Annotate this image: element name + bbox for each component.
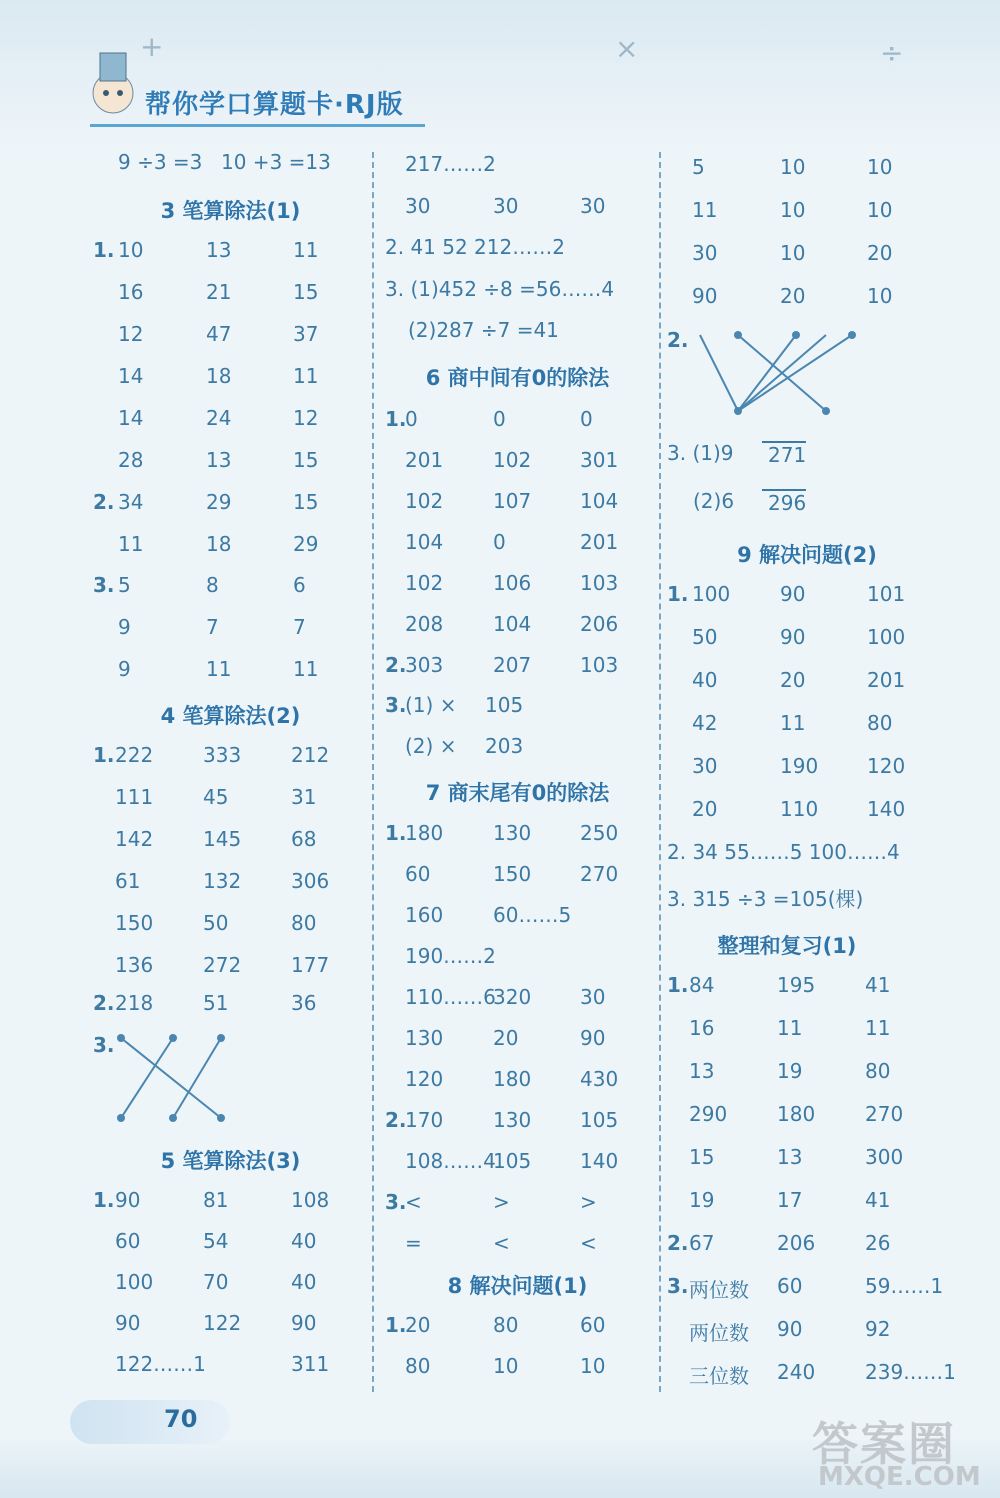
answer: 108	[291, 1188, 330, 1212]
answer: 13	[206, 238, 232, 262]
answer: 0	[405, 407, 418, 431]
page-header	[90, 82, 425, 127]
answer: 13	[206, 448, 232, 472]
answer: 103	[580, 653, 619, 677]
answer: 160	[405, 903, 444, 927]
answer: 111	[115, 785, 154, 809]
answer-line: (2)6	[693, 489, 735, 513]
answer-line: 3. 315 ÷3 =105(棵)	[667, 887, 864, 911]
answer: 24	[206, 406, 232, 430]
page-number: 70	[164, 1405, 198, 1433]
problem-number: 1.	[93, 238, 115, 262]
answer: 90	[580, 1026, 606, 1050]
answer: 60……5	[493, 903, 572, 927]
answer: 140	[580, 1149, 619, 1173]
answer: 7	[293, 615, 306, 639]
problem-number: 2.	[667, 1231, 689, 1255]
answer: 240	[777, 1360, 816, 1384]
problem-number: 3.	[93, 573, 115, 597]
answer: 190……2	[405, 944, 496, 968]
answer: 11	[293, 238, 319, 262]
answer: 两位数	[689, 1278, 749, 1302]
answer: 13	[777, 1145, 803, 1169]
answer: 104	[580, 489, 619, 513]
answer: <	[405, 1190, 422, 1214]
answer: 180	[493, 1067, 532, 1091]
section-title: 整理和复习(1)	[717, 934, 857, 958]
answer: 9	[118, 615, 131, 639]
problem-number: 1.	[385, 407, 407, 431]
answer: 10	[867, 284, 893, 308]
long-division-dividend: 296	[762, 489, 806, 515]
answer: 10	[867, 155, 893, 179]
answer: 10	[118, 238, 144, 262]
answer: 15	[293, 448, 319, 472]
divide-decoration: ÷	[880, 36, 904, 69]
answer: 303	[405, 653, 444, 677]
answer: 7	[206, 615, 219, 639]
answer: 40	[291, 1270, 317, 1294]
answer: 37	[293, 322, 319, 346]
times-decoration: ×	[615, 32, 639, 65]
answer: 18	[206, 532, 232, 556]
answer: 108……4	[405, 1149, 496, 1173]
answer: 68	[291, 827, 317, 851]
answer: (1) ×	[405, 693, 457, 717]
problem-number: 3.	[667, 1274, 689, 1298]
answer: 61	[115, 869, 141, 893]
answer: 81	[203, 1188, 229, 1212]
answer: 170	[405, 1108, 444, 1132]
answer: 90	[777, 1317, 803, 1341]
answer: 104	[405, 530, 444, 554]
answer: 17	[777, 1188, 803, 1212]
answer: 203	[485, 734, 524, 758]
plus-decoration: +	[140, 30, 164, 63]
answer: >	[580, 1190, 597, 1214]
answer-line: 3. (1)452 ÷8 =56……4	[385, 277, 615, 301]
answer: 90	[115, 1188, 141, 1212]
answer: 290	[689, 1102, 728, 1126]
answer-line: 2. 34 55……5 100……4	[667, 840, 900, 864]
section-title: 6 商中间有0的除法	[425, 366, 610, 390]
answer: 10	[780, 241, 806, 265]
problem-number: 1.	[385, 821, 407, 845]
answer: 177	[291, 953, 330, 977]
answer: 201	[867, 668, 906, 692]
answer: 306	[291, 869, 330, 893]
answer: 105	[493, 1149, 532, 1173]
answer: 90	[291, 1311, 317, 1335]
answer: 110……6	[405, 985, 496, 1009]
answer: 67	[689, 1231, 715, 1255]
answer: 104	[493, 612, 532, 636]
answer: 107	[493, 489, 532, 513]
problem-number: 1.	[667, 973, 689, 997]
answer: >	[493, 1190, 510, 1214]
answer: 100	[692, 582, 731, 606]
answer: 101	[867, 582, 906, 606]
answer: 10	[780, 198, 806, 222]
answer: 15	[293, 280, 319, 304]
answer: 20	[493, 1026, 519, 1050]
answer: 41	[865, 973, 891, 997]
answer: 206	[777, 1231, 816, 1255]
watermark-logo: 答案圈	[812, 1417, 956, 1471]
expression: 10 +3 =13	[221, 150, 331, 174]
answer: 207	[493, 653, 532, 677]
answer-line: 2. 41 52 212……2	[385, 235, 565, 259]
answer: 41	[865, 1188, 891, 1212]
answer: =	[405, 1231, 422, 1255]
answer: 34	[118, 490, 144, 514]
problem-number: 3.	[385, 693, 407, 717]
answer: 190	[780, 754, 819, 778]
answer: 11	[293, 657, 319, 681]
answer: 70	[203, 1270, 229, 1294]
answer: 40	[692, 668, 718, 692]
answer: 90	[780, 582, 806, 606]
answer: 54	[203, 1229, 229, 1253]
answer: 180	[405, 821, 444, 845]
answer: 60	[405, 862, 431, 886]
answer: 45	[203, 785, 229, 809]
answer: 16	[118, 280, 144, 304]
answer: 11	[293, 364, 319, 388]
watermark-url: MXQE.COM	[818, 1462, 981, 1492]
answer: 16	[689, 1016, 715, 1040]
answer: 206	[580, 612, 619, 636]
answer: 11	[865, 1016, 891, 1040]
page-title: 帮你学口算题卡·RJ版	[145, 90, 404, 120]
answer: 122	[203, 1311, 242, 1335]
answer: 11	[780, 711, 806, 735]
problem-number: 2.	[385, 1108, 407, 1132]
answer: 136	[115, 953, 154, 977]
answer: 218	[115, 991, 154, 1015]
answer: 132	[203, 869, 242, 893]
answer: 31	[291, 785, 317, 809]
answer: 18	[206, 364, 232, 388]
answer: 90	[115, 1311, 141, 1335]
problem-number: 1.	[667, 582, 689, 606]
answer: 102	[405, 571, 444, 595]
answer: 311	[291, 1352, 330, 1376]
answer: 10	[780, 155, 806, 179]
answer: 两位数	[689, 1321, 749, 1345]
answer: 5	[692, 155, 705, 179]
answer: 103	[580, 571, 619, 595]
answer: 11	[692, 198, 718, 222]
answer: 30	[692, 241, 718, 265]
answer: 105	[485, 693, 524, 717]
answer: <	[493, 1231, 510, 1255]
column-divider-2	[659, 152, 661, 1392]
answer: 30	[493, 194, 519, 218]
problem-number: 2.	[385, 653, 407, 677]
answer: 60	[580, 1313, 606, 1337]
answer-line: (2)287 ÷7 =41	[408, 318, 559, 342]
answer: 20	[780, 668, 806, 692]
answer: 60	[115, 1229, 141, 1253]
answer: 59……1	[865, 1274, 944, 1298]
problem-number: 2.	[93, 991, 115, 1015]
answer: 26	[865, 1231, 891, 1255]
answer: 47	[206, 322, 232, 346]
answer: 20	[405, 1313, 431, 1337]
answer: 270	[580, 862, 619, 886]
answer: 10	[580, 1354, 606, 1378]
answer: 9	[118, 657, 131, 681]
answer: 12	[118, 322, 144, 346]
answer: 250	[580, 821, 619, 845]
answer: 60	[777, 1274, 803, 1298]
answer: 100	[867, 625, 906, 649]
answer: 50	[692, 625, 718, 649]
answer: 130	[405, 1026, 444, 1050]
answer: 8	[206, 573, 219, 597]
section-title: 5 笔算除法(3)	[160, 1149, 301, 1173]
answer: <	[580, 1231, 597, 1255]
answer: 239……1	[865, 1360, 956, 1384]
answer: 20	[867, 241, 893, 265]
answer: 130	[493, 1108, 532, 1132]
page-number-badge	[70, 1400, 230, 1444]
answer: 180	[777, 1102, 816, 1126]
section-title: 4 笔算除法(2)	[160, 704, 301, 728]
section-title: 8 解决问题(1)	[447, 1274, 588, 1298]
answer: 212	[291, 743, 330, 767]
answer: 145	[203, 827, 242, 851]
answer: 0	[580, 407, 593, 431]
answer: 110	[780, 797, 819, 821]
section-title: 3 笔算除法(1)	[160, 199, 301, 223]
answer: 6	[293, 573, 306, 597]
answer: 42	[692, 711, 718, 735]
answer: 208	[405, 612, 444, 636]
answer: 三位数	[689, 1364, 749, 1388]
answer: 29	[206, 490, 232, 514]
matching-lines-diagram	[692, 327, 862, 419]
problem-number: 1.	[385, 1313, 407, 1337]
answer: 19	[689, 1188, 715, 1212]
answer: 92	[865, 1317, 891, 1341]
answer: 5	[118, 573, 131, 597]
problem-number: 2.	[93, 490, 115, 514]
answer: 30	[692, 754, 718, 778]
answer: 12	[293, 406, 319, 430]
answer: 20	[692, 797, 718, 821]
answer: 30	[580, 985, 606, 1009]
answer: 30	[405, 194, 431, 218]
answer: 333	[203, 743, 242, 767]
answer: 102	[493, 448, 532, 472]
answer: 195	[777, 973, 816, 997]
answer: 11	[777, 1016, 803, 1040]
answer: 120	[867, 754, 906, 778]
answer: 80	[291, 911, 317, 935]
answer: 106	[493, 571, 532, 595]
answer: 301	[580, 448, 619, 472]
answer: 80	[493, 1313, 519, 1337]
answer: 120	[405, 1067, 444, 1091]
answer: 20	[780, 284, 806, 308]
long-division-dividend: 271	[762, 441, 806, 467]
matching-lines-diagram	[113, 1030, 233, 1125]
answer: 19	[777, 1059, 803, 1083]
problem-number: 1.	[93, 743, 115, 767]
answer: 270	[865, 1102, 904, 1126]
answer: 105	[580, 1108, 619, 1132]
answer: 150	[115, 911, 154, 935]
column-divider-1	[372, 152, 374, 1392]
problem-number: 2.	[667, 328, 689, 352]
answer: (2) ×	[405, 734, 457, 758]
answer: 90	[692, 284, 718, 308]
answer: 15	[293, 490, 319, 514]
answer: 13	[689, 1059, 715, 1083]
section-title: 9 解决问题(2)	[737, 543, 877, 567]
answer: 0	[493, 407, 506, 431]
answer: 28	[118, 448, 144, 472]
answer: 122……1	[115, 1352, 206, 1376]
answer: 222	[115, 743, 154, 767]
header-background	[0, 0, 1000, 150]
answer: 51	[203, 991, 229, 1015]
answer: 300	[865, 1145, 904, 1169]
answer: 10	[867, 198, 893, 222]
answer: 30	[580, 194, 606, 218]
answer: 90	[780, 625, 806, 649]
answer: 14	[118, 364, 144, 388]
answer: 50	[203, 911, 229, 935]
answer: 142	[115, 827, 154, 851]
answer: 84	[689, 973, 715, 997]
answer: 140	[867, 797, 906, 821]
answer: 11	[206, 657, 232, 681]
answer: 0	[493, 530, 506, 554]
answer: 29	[293, 532, 319, 556]
answer: 201	[405, 448, 444, 472]
answer: 150	[493, 862, 532, 886]
answer: 36	[291, 991, 317, 1015]
answer: 15	[689, 1145, 715, 1169]
answer: 11	[118, 532, 144, 556]
answer: 10	[493, 1354, 519, 1378]
answer: 80	[405, 1354, 431, 1378]
answer: 100	[115, 1270, 154, 1294]
answer: 14	[118, 406, 144, 430]
section-title: 7 商末尾有0的除法	[425, 781, 610, 805]
answer: 320	[493, 985, 532, 1009]
problem-number: 3.	[385, 1190, 407, 1214]
answer: 80	[865, 1059, 891, 1083]
problem-number: 1.	[93, 1188, 115, 1212]
answer: 40	[291, 1229, 317, 1253]
answer: 21	[206, 280, 232, 304]
answer: 130	[493, 821, 532, 845]
answer: 217……2	[405, 152, 496, 176]
answer: 201	[580, 530, 619, 554]
answer: 272	[203, 953, 242, 977]
expression: 9 ÷3 =3	[118, 150, 203, 174]
answer: 80	[867, 711, 893, 735]
answer: 102	[405, 489, 444, 513]
problem-number: 3.	[93, 1033, 115, 1057]
answer-line: 3. (1)9	[667, 441, 734, 465]
answer: 430	[580, 1067, 619, 1091]
